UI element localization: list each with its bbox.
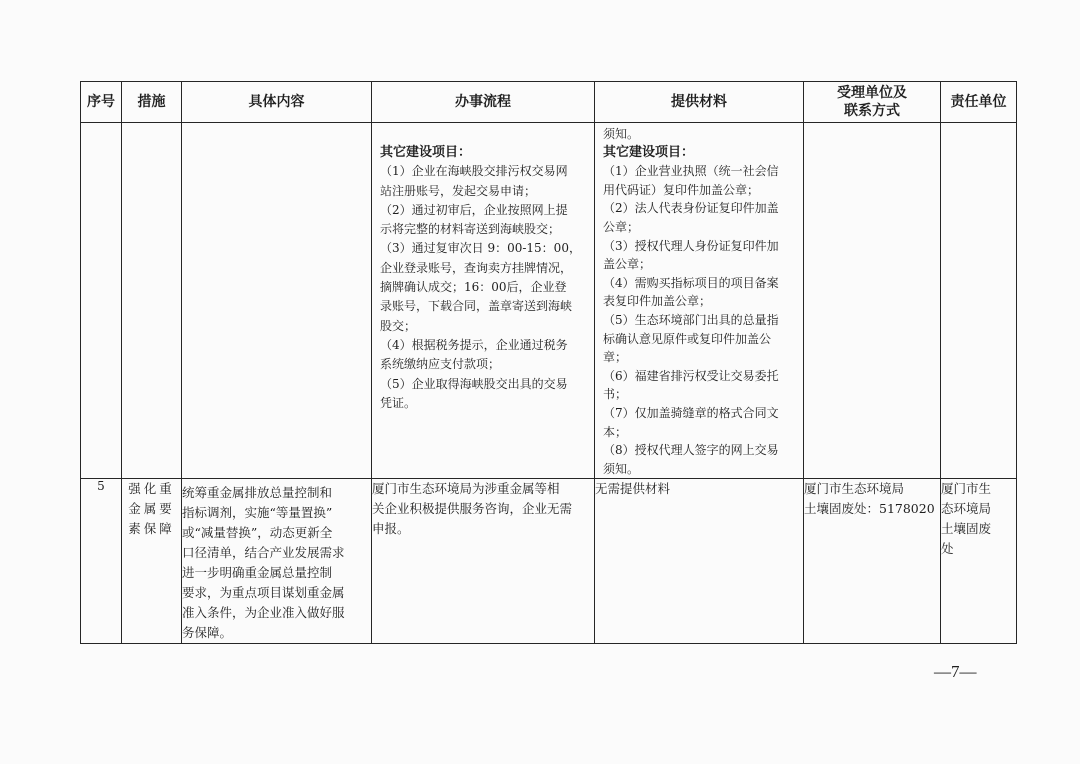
process-line: 摘牌确认成交；16：00后，企业登 bbox=[380, 280, 567, 295]
responsible-line: 土壤固废 bbox=[941, 521, 992, 537]
cell-number: 5 bbox=[81, 479, 122, 644]
header-content: 具体内容 bbox=[182, 82, 372, 123]
materials-title: 其它建设项目： bbox=[603, 144, 695, 160]
materials-line: 章； bbox=[603, 350, 628, 365]
cell-content-empty bbox=[182, 123, 372, 479]
materials-line: 表复印件加盖公章； bbox=[603, 294, 712, 309]
materials-head: 须知。 bbox=[603, 127, 640, 141]
process-line: （1）企业在海峡股交排污权交易网 bbox=[380, 164, 568, 179]
cell-measure bbox=[122, 479, 182, 644]
cell-materials: 无需提供材料 bbox=[595, 479, 804, 644]
process-line: 录账号，下载合同，盖章寄送到海峡 bbox=[380, 299, 573, 314]
cell-responsible-unit bbox=[941, 479, 1017, 644]
cell-materials bbox=[595, 123, 804, 479]
cell-unit-empty bbox=[804, 123, 941, 479]
content-line: 务保障。 bbox=[182, 625, 233, 641]
cell-number-empty bbox=[81, 123, 122, 479]
materials-line: 公章； bbox=[603, 219, 640, 234]
content-line: 指标调剂，实施“等量置换” bbox=[182, 505, 333, 521]
content-line: 口径清单，结合产业发展需求 bbox=[182, 545, 345, 561]
measure-line: 强化重 bbox=[128, 481, 175, 497]
process-line: （4）根据税务提示，企业通过税务 bbox=[380, 337, 568, 352]
table-header-row bbox=[81, 82, 1017, 123]
process-line: （2）通过初审后，企业按照网上提 bbox=[380, 202, 568, 217]
cell-measure-empty bbox=[122, 123, 182, 479]
process-line: 站注册账号，发起交易申请； bbox=[380, 183, 537, 198]
process-line: 企业登录账号，查询卖方挂牌情况， bbox=[380, 260, 573, 275]
header-process: 办事流程 bbox=[372, 82, 595, 123]
header-measure: 措施 bbox=[122, 82, 182, 123]
materials-line: 本； bbox=[603, 424, 628, 439]
process-line: 股交； bbox=[380, 318, 417, 333]
materials-line: 书； bbox=[603, 387, 628, 402]
materials-line: （4）需购买指标项目的项目备案 bbox=[603, 275, 779, 290]
cell-content bbox=[182, 479, 372, 644]
materials-line: （3）授权代理人身份证复印件加 bbox=[603, 238, 779, 253]
materials-line: 盖公章； bbox=[603, 257, 652, 272]
content-line: 或“减量替换”，动态更新全 bbox=[182, 525, 333, 541]
materials-line: （7）仅加盖骑缝章的格式合同文 bbox=[603, 405, 779, 420]
materials-line: （2）法人代表身份证复印件加盖 bbox=[603, 201, 779, 216]
content-line: 准入条件，为企业准入做好服 bbox=[182, 605, 345, 621]
materials-line: （8）授权代理人签字的网上交易 bbox=[603, 443, 779, 458]
responsible-line: 处 bbox=[941, 541, 954, 557]
header-materials: 提供材料 bbox=[595, 82, 804, 123]
page-number: —7— bbox=[934, 662, 977, 681]
process-line: 示将完整的材料寄送到海峡股交； bbox=[380, 222, 561, 237]
content-line: 进一步明确重金属总量控制 bbox=[182, 565, 333, 581]
process-line: （5）企业取得海峡股交出具的交易 bbox=[380, 376, 568, 391]
materials-line: （6）福建省排污权受让交易委托 bbox=[603, 368, 779, 383]
process-line: 厦门市生态环境局为涉重金属等相 bbox=[372, 481, 560, 497]
content-line: 要求，为重点项目谋划重金属 bbox=[182, 585, 345, 601]
header-accepting-unit bbox=[804, 82, 941, 123]
table-row bbox=[81, 479, 1017, 644]
process-line: （3）通过复审次日 9：00-15：00， bbox=[380, 241, 581, 256]
materials-line: （5）生态环境部门出具的总量指 bbox=[603, 312, 779, 327]
header-accepting-unit-line2: 联系方式 bbox=[844, 103, 900, 119]
process-line: 凭证。 bbox=[380, 395, 417, 410]
header-accepting-unit-line1: 受理单位及 bbox=[837, 85, 907, 101]
header-responsible-unit: 责任单位 bbox=[941, 82, 1017, 123]
materials-line: 须知。 bbox=[603, 461, 640, 476]
responsible-line: 厦门市生 bbox=[941, 481, 992, 497]
cell-process bbox=[372, 479, 595, 644]
materials-line: 标确认意见原件或复印件加盖公 bbox=[603, 331, 772, 346]
measure-line: 素保障 bbox=[128, 521, 175, 537]
materials-line: 用代码证）复印件加盖公章； bbox=[603, 182, 760, 197]
cell-responsible-empty bbox=[941, 123, 1017, 479]
process-line: 关企业积极提供服务咨询，企业无需 bbox=[372, 501, 573, 517]
unit-line: 土壤固废处：5178020 bbox=[804, 501, 935, 517]
process-title: 其它建设项目： bbox=[380, 145, 472, 160]
materials-line: （1）企业营业执照（统一社会信 bbox=[603, 164, 779, 179]
responsible-line: 态环境局 bbox=[941, 501, 992, 517]
cell-process bbox=[372, 123, 595, 479]
cell-accepting-unit bbox=[804, 479, 941, 644]
services-table bbox=[80, 81, 1017, 644]
measure-line: 金属要 bbox=[128, 501, 175, 517]
content-line: 统筹重金属排放总量控制和 bbox=[182, 485, 333, 501]
table-row bbox=[81, 123, 1017, 479]
unit-line: 厦门市生态环境局 bbox=[804, 481, 905, 497]
process-line: 系统缴纳应支付款项； bbox=[380, 357, 501, 372]
header-number: 序号 bbox=[81, 82, 122, 123]
process-line: 申报。 bbox=[372, 521, 410, 537]
